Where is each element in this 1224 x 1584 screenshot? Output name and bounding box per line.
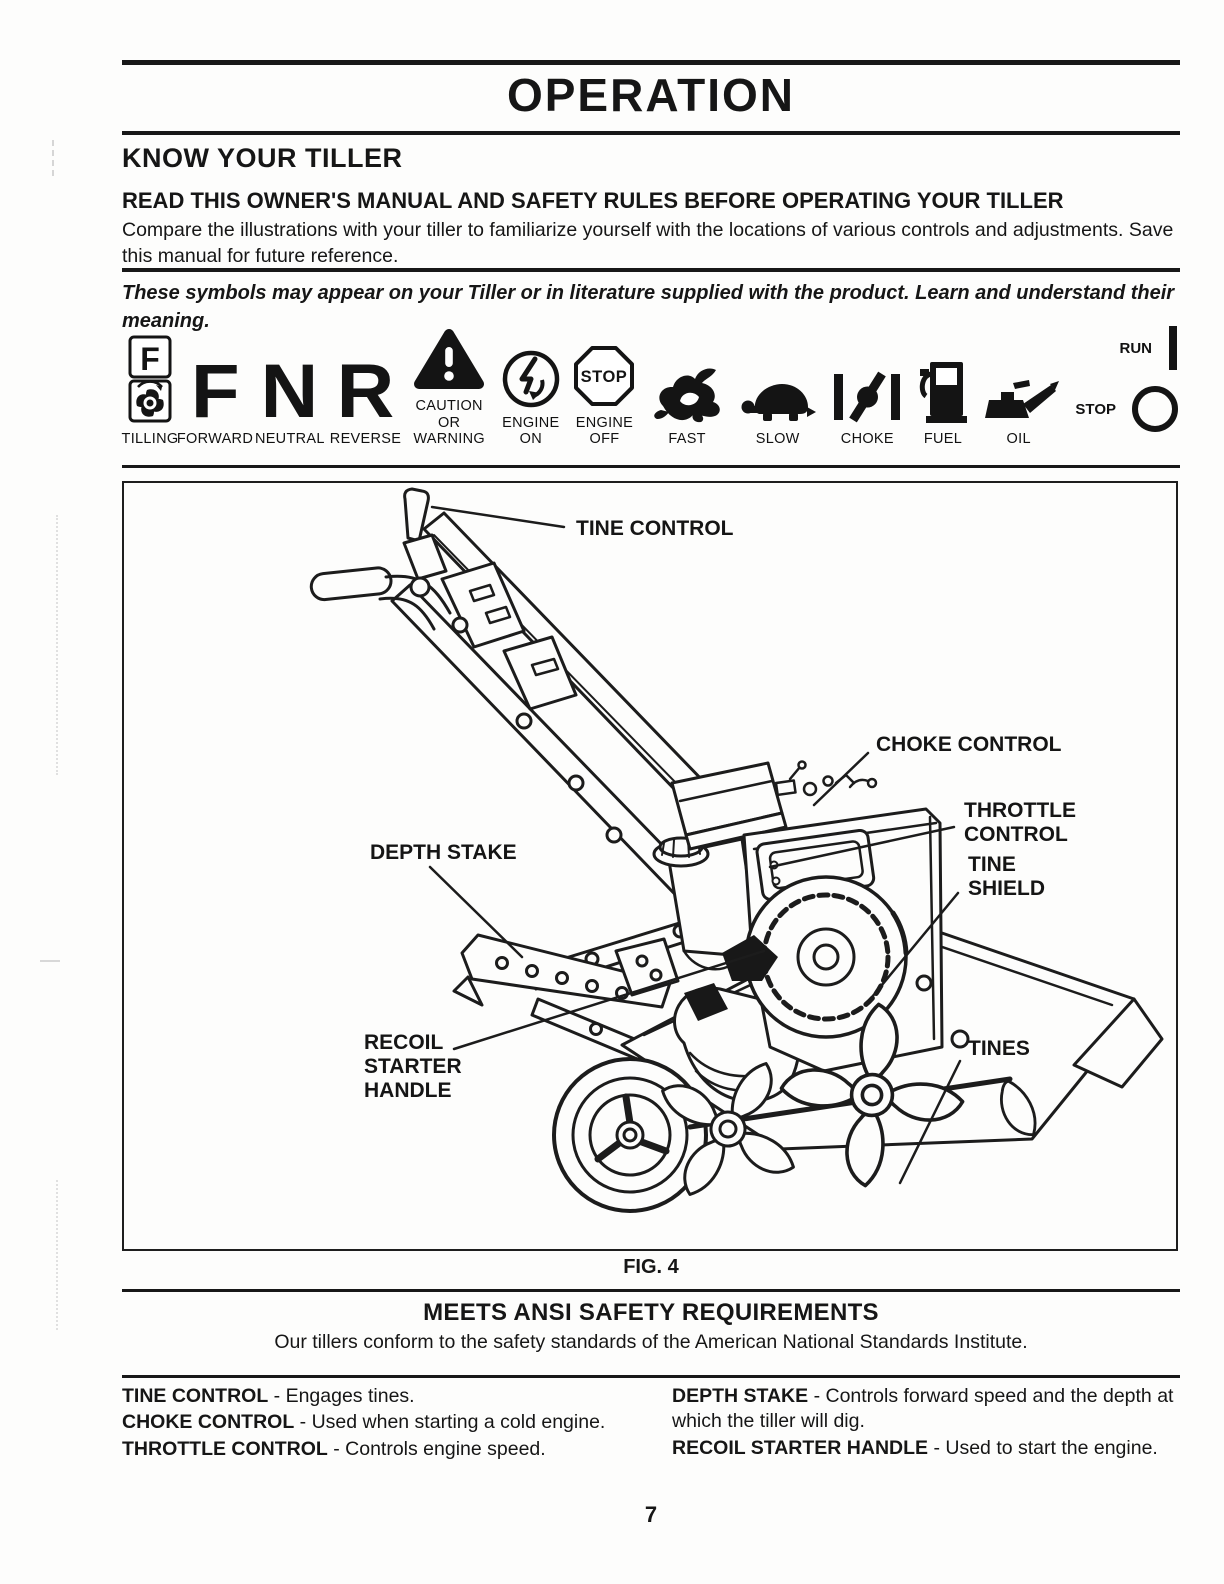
definition-term: RECOIL STARTER HANDLE [672, 1436, 929, 1459]
symbol-label: ENGINE ON [502, 414, 560, 448]
page-title: OPERATION [506, 69, 796, 121]
ansi-heading: MEETS ANSI SAFETY REQUIREMENTS [423, 1299, 879, 1326]
symbol-engine-off [567, 330, 643, 448]
definition-text: - Controls engine speed. [327, 1437, 546, 1460]
definitions-right-column [672, 1384, 1184, 1462]
scan-artifact [56, 515, 60, 775]
callout-throttle-line1: THROTTLE [964, 799, 1076, 822]
stop-circle-icon [1130, 384, 1180, 434]
symbol-neutral [252, 330, 328, 448]
depth-stake [454, 935, 678, 1007]
symbols-row [122, 330, 1180, 448]
callout-recoil-line1: RECOIL [364, 1031, 444, 1054]
run-label: RUN [1119, 339, 1152, 357]
tine-control-lever [405, 489, 429, 541]
callout-recoil-line2: STARTER [364, 1055, 462, 1078]
symbol-label: TILLING [121, 431, 179, 448]
definition-term: DEPTH STAKE [672, 1385, 809, 1407]
engine-off-icon [570, 342, 638, 410]
forward-letter: F [190, 349, 240, 435]
reverse-letter: R [336, 349, 395, 435]
callout-depth-stake: DEPTH STAKE [370, 841, 517, 864]
symbol-slow [732, 330, 824, 448]
scan-artifact [56, 1180, 60, 1330]
callout-recoil-line3: HANDLE [364, 1079, 452, 1102]
read-manual-heading: READ THIS OWNER'S MANUAL AND SAFETY RULES BEFORE OPERATING YOUR TILLER [122, 188, 1064, 213]
definition-term: CHOKE CONTROL [122, 1411, 295, 1434]
callout-choke-control: CHOKE CONTROL [876, 733, 1062, 756]
symbol-fast [642, 330, 732, 448]
tiller-illustration [124, 483, 1176, 1249]
callout-tine-control: TINE CONTROL [576, 517, 734, 540]
page-number: 7 [644, 1502, 658, 1527]
ansi-body: Our tillers conform to the safety standards of the American National Standards Institute. [274, 1331, 1028, 1353]
run-stop-group [1063, 316, 1181, 448]
title-rule [122, 131, 1180, 135]
scan-artifact [40, 960, 60, 962]
definition-throttle-control [122, 1437, 667, 1462]
slow-turtle-icon [737, 376, 819, 426]
symbols-bottom-rule [122, 465, 1180, 468]
symbol-engine-on [495, 330, 567, 448]
fuel-pump-icon [917, 358, 969, 426]
callout-tine-shield-line1: TINE [968, 853, 1016, 876]
definition-term: TINE CONTROL [122, 1385, 269, 1407]
definition-recoil-starter [672, 1436, 1184, 1461]
figure-caption: FIG. 4 [623, 1256, 679, 1278]
scan-artifact [52, 140, 56, 176]
run-row [1063, 324, 1181, 372]
neutral-letter: N [261, 349, 319, 435]
oil-can-icon [977, 368, 1061, 426]
symbols-intro: These symbols may appear on your Tiller or in literature supplied with the product. Learn and understand their meaning. [122, 282, 1175, 332]
symbol-fuel [911, 330, 975, 448]
tilling-letter: F [140, 341, 160, 378]
definition-text: - Used to start the engine. [928, 1436, 1158, 1459]
callout-tine-shield-line2: SHIELD [968, 877, 1046, 900]
symbol-label: CAUTION OR WARNING [413, 397, 485, 448]
definition-text: - Used when starting a cold engine. [294, 1411, 606, 1434]
definition-text: - Engages tines. [268, 1385, 415, 1407]
symbol-label: FAST [668, 431, 706, 448]
symbol-oil [975, 330, 1063, 448]
carburetor-details [776, 762, 876, 796]
symbol-reverse [328, 330, 404, 448]
stop-octagon-text: STOP [581, 367, 628, 386]
definitions-left-column [122, 1384, 667, 1463]
symbol-label: ENGINE OFF [575, 414, 634, 448]
callout-throttle-line2: CONTROL [964, 823, 1068, 846]
definitions-rule [122, 1375, 1180, 1378]
definition-depth-stake [672, 1384, 1184, 1435]
symbols-top-rule [122, 268, 1180, 272]
callout-tines: TINES [968, 1037, 1030, 1060]
definition-tine-control [122, 1384, 667, 1409]
symbol-label: FORWARD [176, 431, 254, 448]
caution-icon [412, 327, 486, 393]
ansi-top-rule [122, 1289, 1180, 1292]
definition-text: - Controls forward speed and the depth at which the tiller will dig. [672, 1385, 1174, 1433]
symbol-caution [403, 330, 495, 448]
choke-icon [829, 368, 905, 426]
stop-row [1063, 384, 1181, 434]
symbol-label: REVERSE [329, 431, 402, 448]
fast-rabbit-icon [649, 364, 725, 426]
definition-choke-control [122, 1410, 667, 1435]
handle-grip [310, 567, 392, 601]
symbol-label: CHOKE [840, 431, 894, 448]
symbol-tilling [122, 330, 178, 448]
tilling-icon [127, 334, 173, 426]
symbol-label: NEUTRAL [254, 431, 325, 448]
stop-label: STOP [1075, 400, 1116, 418]
symbol-label: OIL [1006, 431, 1031, 448]
figure-box [122, 481, 1178, 1251]
run-bar-icon [1166, 324, 1180, 372]
symbol-choke [824, 330, 912, 448]
intro-paragraph: Compare the illustrations with your tiller to familiarize yourself with the locations of various controls and adjustments. Save this manual for future reference. [122, 219, 1174, 267]
engine-on-icon [500, 348, 562, 410]
wheel [554, 1059, 706, 1211]
symbol-forward [178, 330, 252, 448]
section-heading: KNOW YOUR TILLER [122, 143, 403, 173]
definition-term: THROTTLE CONTROL [122, 1437, 328, 1460]
symbol-label: SLOW [755, 431, 800, 448]
symbol-label: FUEL [923, 431, 963, 448]
top-rule [122, 60, 1180, 65]
